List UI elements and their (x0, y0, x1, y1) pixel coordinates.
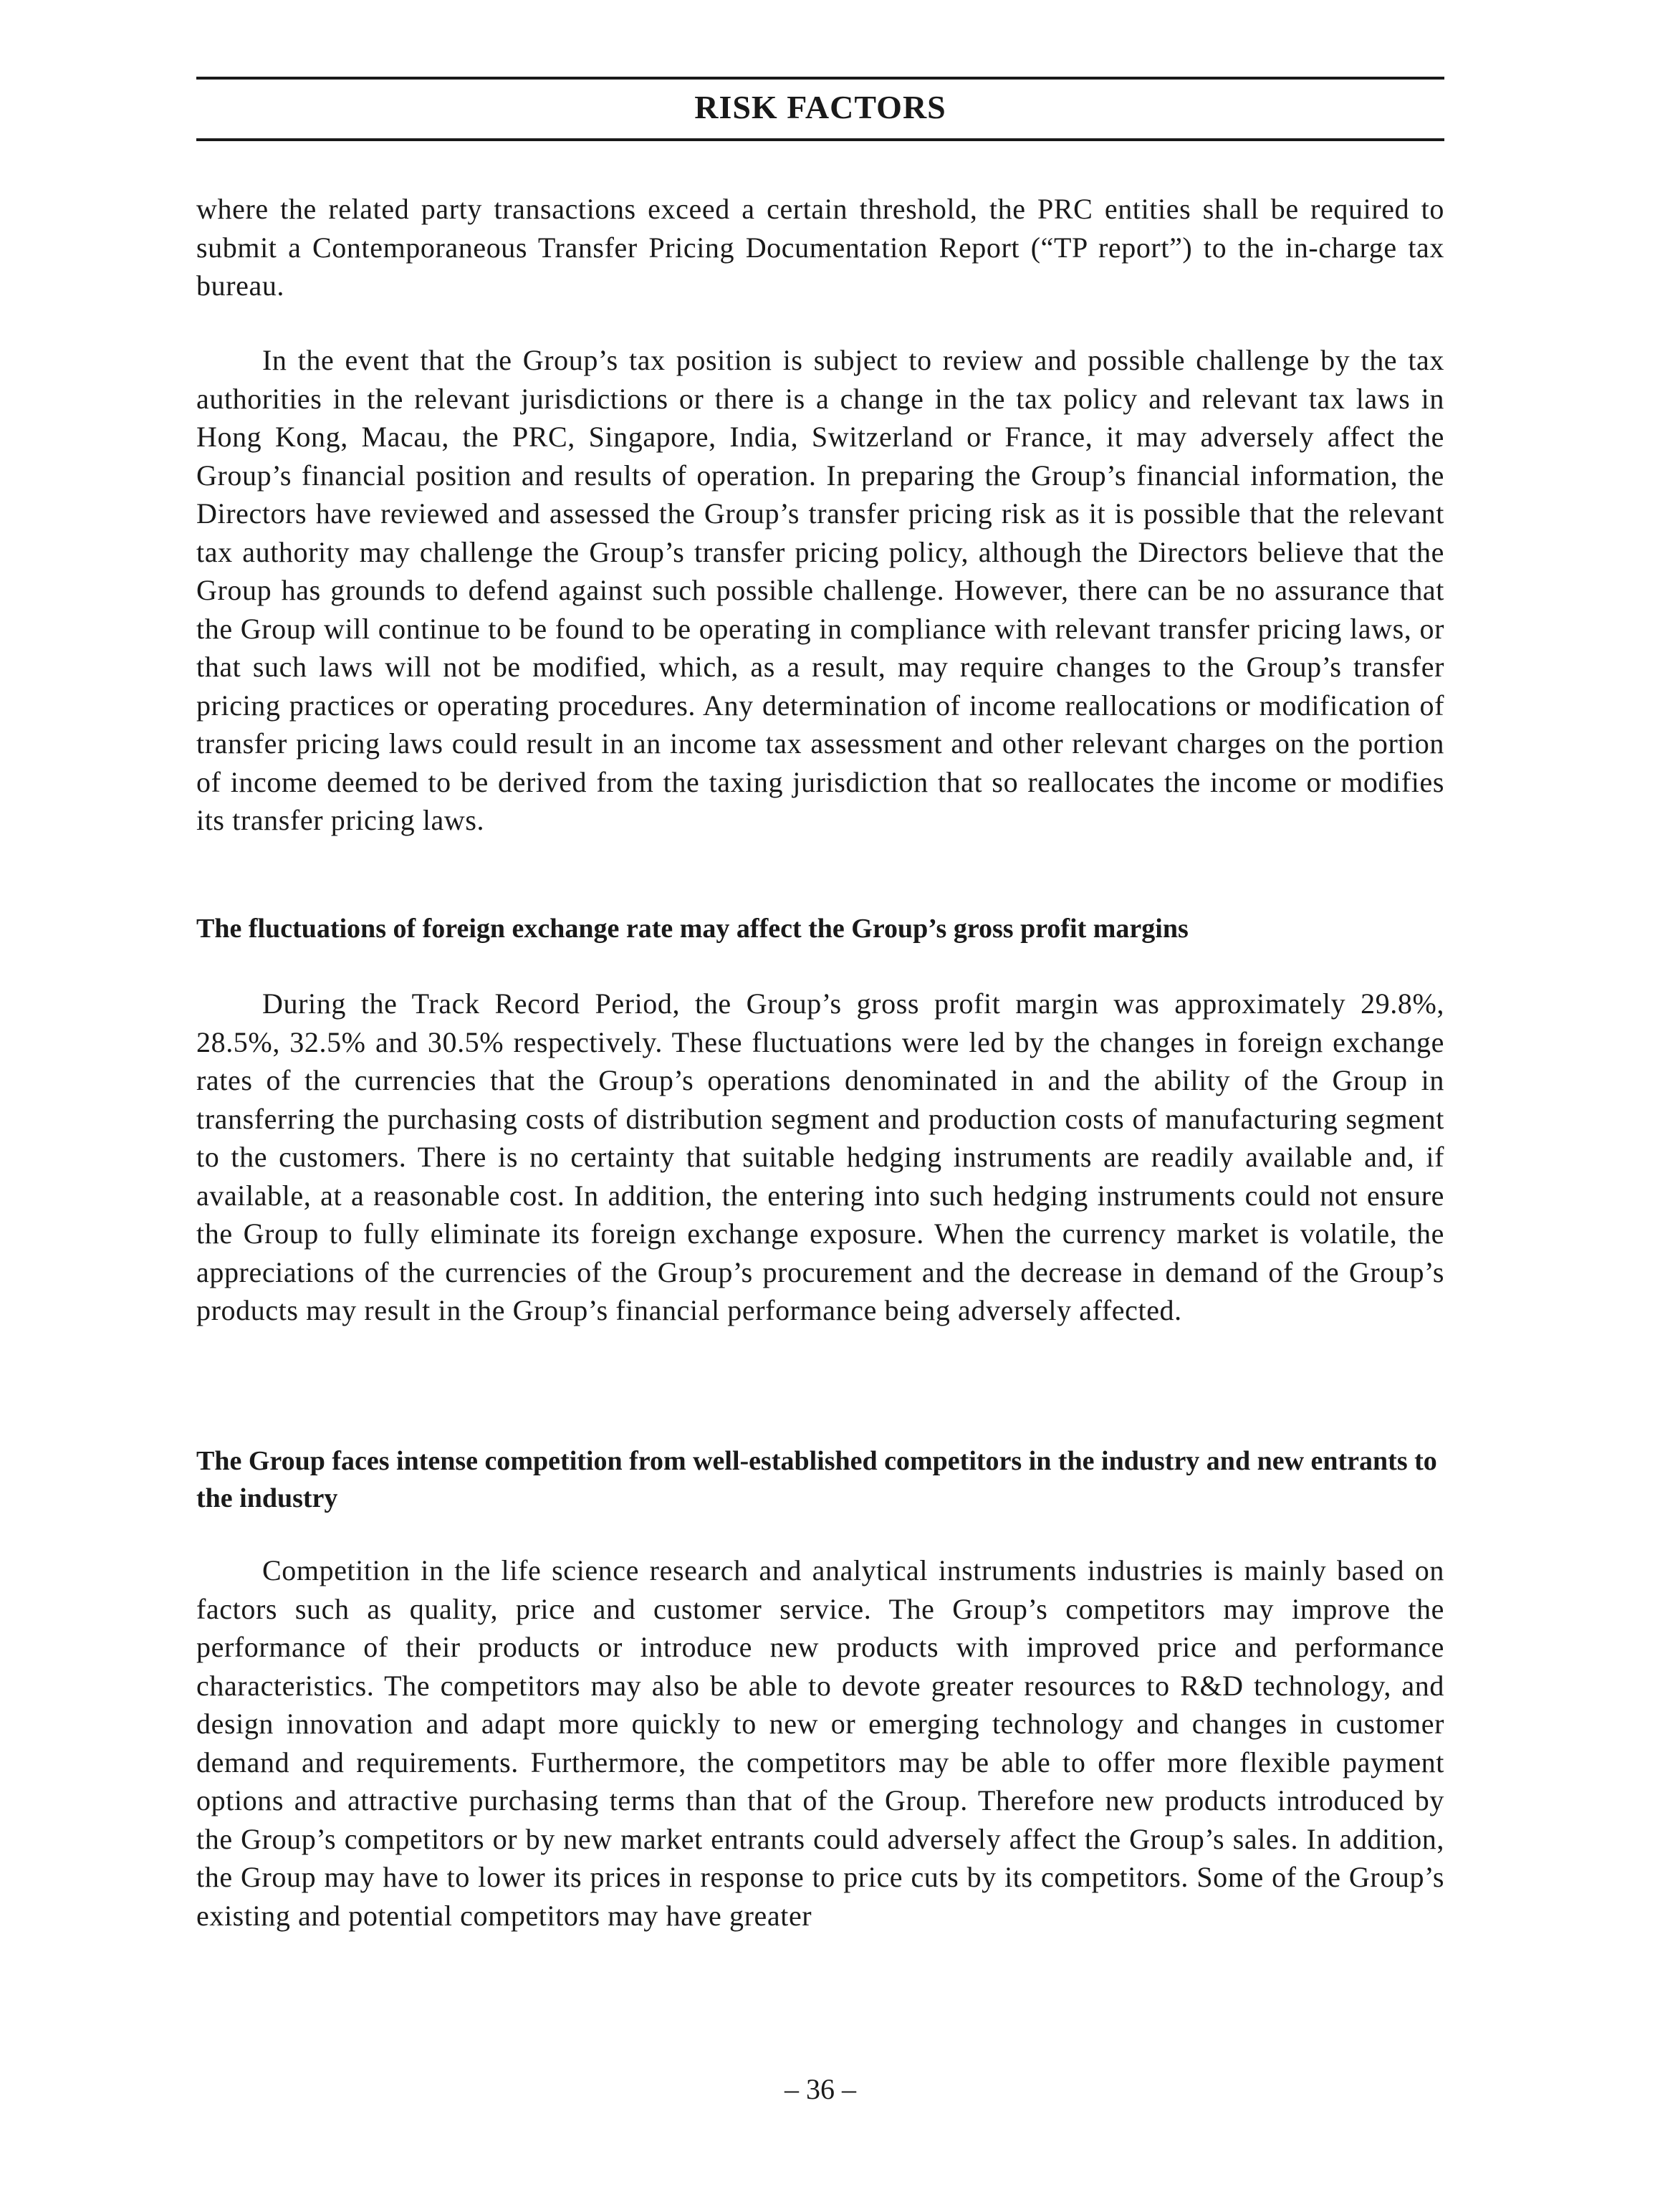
page-number: – 36 – (785, 2073, 856, 2105)
header-rule-bottom (196, 138, 1444, 141)
paragraph-continuation: where the related party transactions exceed a certain threshold, the PRC entities shall be required to submit a Contemporaneous Transfer Pricing Documentation Report (“TP report”) to the in-charge tax bureau. (196, 193, 1444, 302)
header-rule-top (196, 77, 1444, 80)
paragraph-tax-position: In the event that the Group’s tax position is subject to review and possible challenge by the tax authorities in the relevant jurisdictions or there is a change in the tax policy and relevant tax laws in Hong Kong, Macau, the PRC, Singapore, India, Switzerland or France, it may adversely affect the Group’s financial position and results of operation. In preparing the Group’s financial information, the Directors have reviewed and assessed the Group’s transfer pricing risk as it is possible that the relevant tax authority may challenge the Group’s transfer pricing policy, although the Directors believe that the Group has grounds to defend against such possible challenge. However, there can be no assurance that the Group will continue to be found to be operating in compliance with relevant transfer pricing laws, or that such laws will not be modified, which, as a result, may require changes to the Group’s transfer pricing practices or operating procedures. Any determination of income reallocations or modification of transfer pricing laws could result in an income tax assessment and other relevant charges on the portion of income deemed to be derived from the taxing jurisdiction that so reallocates the income or modifies its transfer pricing laws. (196, 344, 1444, 836)
paragraph-competition: Competition in the life science research and analytical instruments industries is mainly based on factors such as quality, price and customer service. The Group’s competitors may improve the performance of their products or introduce new products with improved price and performance characteristics. The competitors may also be able to devote greater resources to R&D technology, and design innovation and adapt more quickly to new or emerging technology and changes in customer demand and requirements. Furthermore, the competitors may be able to offer more flexible payment options and attractive purchasing terms than that of the Group. Therefore new products introduced by the Group’s competitors or by new market entrants could adversely affect the Group’s sales. In addition, the Group may have to lower its prices in response to price cuts by its competitors. Some of the Group’s existing and potential competitors may have greater (196, 1554, 1444, 1932)
heading-competition: The Group faces intense competition from well-established competitors in the industry and new entrants to the industry (196, 1446, 1437, 1513)
section-title: RISK FACTORS (694, 89, 946, 125)
heading-foreign-exchange: The fluctuations of foreign exchange rate may affect the Group’s gross profit margins (196, 914, 1189, 944)
paragraph-foreign-exchange: During the Track Record Period, the Group’s gross profit margin was approximately 29.8%, 28.5%, 32.5% and 30.5% respectively. These fluctuations were led by the changes in foreign exchange rates of the currencies that the Group’s operations denominated in and the ability of the Group in transferring the purchasing costs of distribution segment and production costs of manufacturing segment to the customers. There is no certainty that suitable hedging instruments are readily available and, if available, at a reasonable cost. In addition, the entering into such hedging instruments could not ensure the Group to fully eliminate its foreign exchange exposure. When the currency market is volatile, the appreciations of the currencies of the Group’s procurement and the decrease in demand of the Group’s products may result in the Group’s financial performance being adversely affected. (196, 987, 1444, 1326)
